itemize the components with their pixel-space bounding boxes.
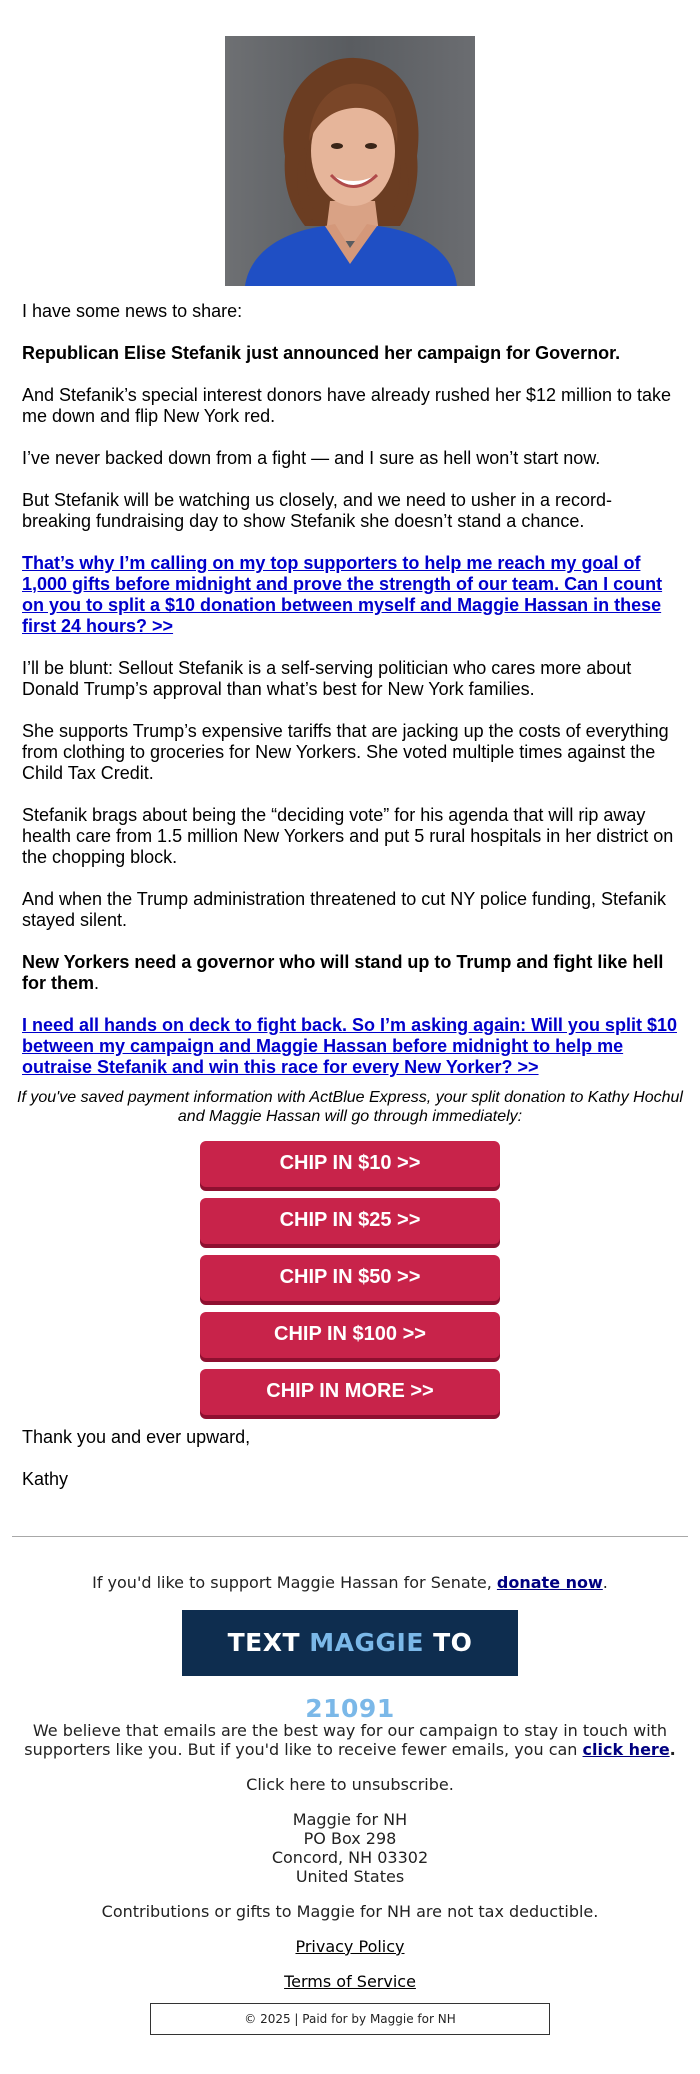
banner-to: TO	[433, 1628, 473, 1657]
blunt-paragraph: I’ll be blunt: Sellout Stefanik is a self-serving politician who cares more about Donald Trump’s approval than what’s best for New York families.	[22, 658, 632, 699]
police-paragraph: And when the Trump administration threatened to cut NY police funding, Stefanik stayed silent.	[22, 889, 667, 930]
terms-line	[12, 1972, 688, 1991]
fewer-emails-text: We believe that emails are the best way for our campaign to stay in touch with supporters like you. But if you'd like to receive fewer emails, you can	[24, 1721, 668, 1759]
address-city: Concord, NH 03302	[271, 1848, 429, 1867]
chip-in-50-button[interactable]: CHIP IN $50 >>	[200, 1255, 500, 1301]
donate-now-link[interactable]: donate now	[496, 1573, 603, 1592]
closing-text: Thank you and ever upward,	[22, 1427, 251, 1447]
letter-content	[0, 301, 700, 1078]
tax-note: Contributions or gifts to Maggie for NH are not tax deductible.	[101, 1902, 599, 1921]
banner-text: TEXT	[227, 1628, 301, 1657]
donate-cta-link-2[interactable]: I need all hands on deck to fight back. So I’m asking again: Will you split $10 between my campaign and Maggie Hassan before midnight to help me outraise Stefanik and win this race for every New Yorker? >>	[22, 1015, 677, 1077]
banner-number: 21091	[305, 1694, 395, 1723]
donation-buttons	[0, 1141, 700, 1415]
announcement-bold: Republican Elise Stefanik just announced her campaign for Governor.	[22, 343, 621, 363]
watching-paragraph: But Stefanik will be watching us closely, and we need to usher in a record-breaking fundraising day to show Stefanik she doesn’t stand a chance.	[22, 490, 612, 531]
announcement-text	[22, 343, 678, 364]
address-org: Maggie for NH	[292, 1810, 408, 1829]
support-end: .	[602, 1573, 608, 1592]
address-country: United States	[295, 1867, 405, 1886]
donors-paragraph: And Stefanik’s special interest donors have already rushed her $12 million to take me down and flip New York red.	[22, 385, 672, 426]
unsubscribe-link[interactable]: Click here to unsubscribe.	[246, 1775, 454, 1794]
chip-in-25-button[interactable]: CHIP IN $25 >>	[200, 1198, 500, 1244]
deciding-vote-paragraph: Stefanik brags about being the “deciding vote” for his agenda that will rip away health care from 1.5 million New Yorkers and put 5 rural hospitals in her district on the chopping block.	[22, 805, 674, 867]
terms-of-service-link[interactable]: Terms of Service	[284, 1972, 416, 1991]
signoff	[0, 1427, 700, 1490]
fewer-emails-end: .	[669, 1740, 676, 1759]
text-maggie-banner[interactable]	[182, 1610, 518, 1723]
need-governor-end: .	[94, 973, 100, 993]
portrait-illustration	[225, 36, 475, 286]
donate-cta-link-1[interactable]: That’s why I’m calling on my top supporters to help me reach my goal of 1,000 gifts before midnight and prove the strength of our team. Can I count on you to split a $10 donation between myself and Maggie Hassan in these first 24 hours? >>	[22, 553, 663, 636]
footer-divider	[12, 1536, 688, 1537]
intro-text: I have some news to share:	[22, 301, 243, 321]
banner-highlight: MAGGIE	[309, 1628, 424, 1657]
header-photo-wrap	[0, 0, 700, 291]
support-text: If you'd like to support Maggie Hassan for Senate,	[92, 1573, 497, 1592]
chip-in-100-button[interactable]: CHIP IN $100 >>	[200, 1312, 500, 1358]
privacy-policy-link[interactable]: Privacy Policy	[295, 1937, 405, 1956]
footer	[0, 1573, 700, 2035]
cta-paragraph-1	[22, 553, 678, 637]
mailing-address	[12, 1810, 688, 1886]
fewer-emails-line	[12, 1721, 688, 1759]
copyright-box: © 2025 | Paid for by Maggie for NH	[150, 2003, 550, 2035]
chip-in-10-button[interactable]: CHIP IN $10 >>	[200, 1141, 500, 1187]
address-po-box: PO Box 298	[303, 1829, 397, 1848]
tariffs-paragraph: She supports Trump’s expensive tariffs that are jacking up the costs of everything from clothing to groceries for New Yorkers. She voted multiple times against the Child Tax Credit.	[22, 721, 669, 783]
candidate-portrait-photo	[225, 36, 475, 286]
need-governor-paragraph	[22, 952, 678, 994]
cta-paragraph-2	[22, 1015, 678, 1078]
chip-in-more-button[interactable]: CHIP IN MORE >>	[200, 1369, 500, 1415]
support-line	[12, 1573, 688, 1592]
privacy-line	[12, 1937, 688, 1956]
signature-name: Kathy	[22, 1469, 69, 1489]
actblue-express-note: If you've saved payment information with ActBlue Express, your split donation to Kathy Hochul and Maggie Hassan will go through immediately:	[17, 1089, 683, 1125]
fewer-emails-link[interactable]: click here	[582, 1740, 670, 1759]
need-governor-bold: New Yorkers need a governor who will stand up to Trump and fight like hell for them	[22, 952, 664, 993]
never-backed-down-paragraph: I’ve never backed down from a fight — and I sure as hell won’t start now.	[22, 448, 601, 468]
